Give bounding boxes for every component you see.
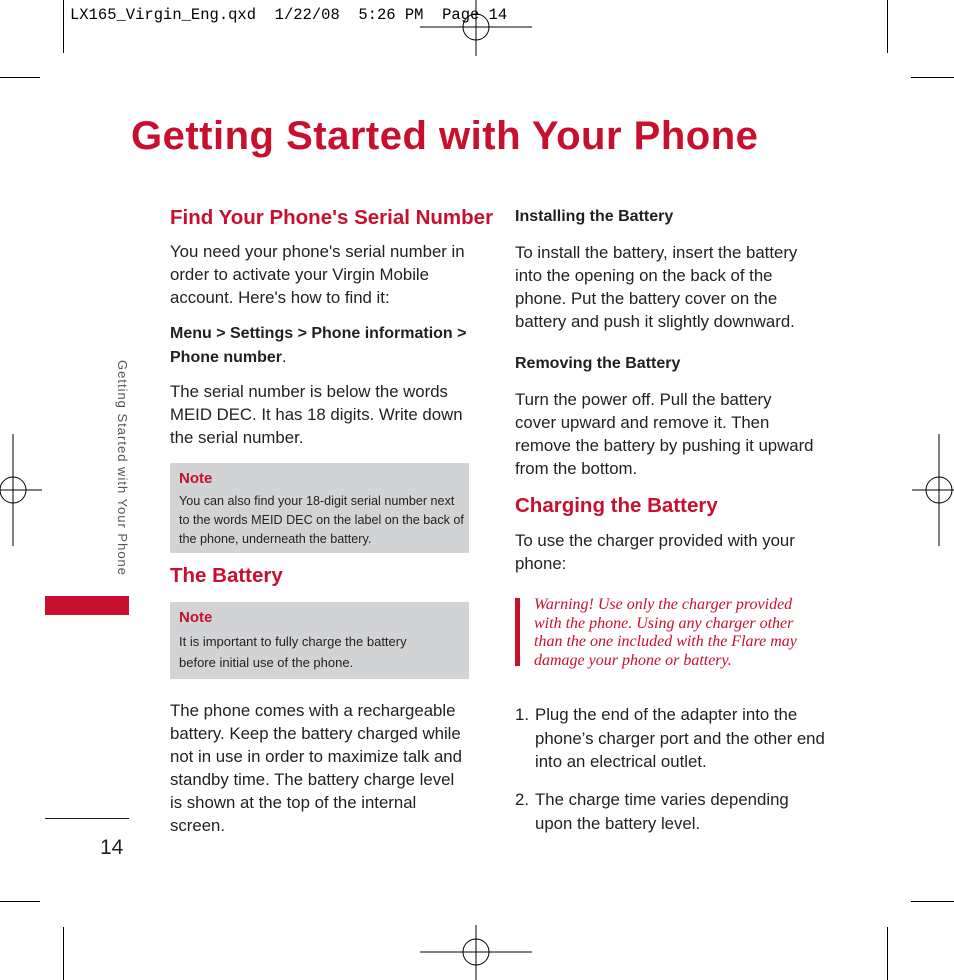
slug-date: 1/22/08 (274, 6, 340, 24)
serial-location-paragraph: The serial number is below the words MEID DEC. It has 18 digits. Write down the serial number. (170, 382, 463, 447)
step-2 (515, 788, 825, 835)
sidebar-tab-bar (45, 596, 129, 615)
serial-number-heading: Find Your Phone's Serial Number (170, 206, 494, 229)
sidebar-section-label: Getting Started with Your Phone (115, 360, 130, 577)
charging-intro-paragraph: To use the charger provided with your phone: (515, 531, 795, 573)
charging-battery-heading: Charging the Battery (515, 494, 718, 517)
step-2-text: The charge time varies depending upon the battery level. (535, 790, 789, 833)
battery-heading: The Battery (170, 564, 283, 587)
serial-intro-paragraph: You need your phone's serial number in order to activate your Virgin Mobile account. Here's how to find it: (170, 242, 465, 307)
removing-battery-heading: Removing the Battery (515, 355, 681, 372)
page-title: Getting Started with Your Phone (131, 114, 759, 158)
slug-file: LX165_Virgin_Eng.qxd (70, 6, 257, 24)
warning-text: Warning! Use only the charger provided with the phone. Using any charger other than the one included with the Flare may damage your phone or battery. (534, 596, 797, 669)
page-number-rule (45, 818, 129, 819)
note-label: Note (179, 470, 213, 487)
menu-path-period: . (282, 349, 287, 366)
installing-battery-paragraph: To install the battery, insert the battery into the opening on the back of the phone. Put the battery cover on the battery and push it slightly downward. (515, 243, 798, 331)
installing-battery-heading: Installing the Battery (515, 208, 674, 225)
registration-mark-bottom-icon (420, 925, 532, 980)
step-1 (515, 703, 825, 774)
removing-battery-paragraph: Turn the power off. Pull the battery cover upward and remove it. Then remove the battery by pushing it upward from the bottom. (515, 390, 814, 478)
registration-mark-left-icon (0, 434, 42, 546)
page-number: 14 (100, 836, 124, 859)
note-text: It is important to fully charge the battery before initial use of the phone. (179, 634, 407, 670)
step-1-number: 1. (515, 705, 529, 724)
battery-paragraph: The phone comes with a rechargeable battery. Keep the battery charged while not in use in order to maximize talk and standby time. The battery charge level is shown at the top of the internal screen. (170, 701, 462, 835)
step-1-text: Plug the end of the adapter into the phone’s charger port and the other end into an electrical outlet. (535, 705, 825, 771)
slug-page: Page 14 (442, 6, 508, 24)
registration-mark-right-icon (912, 434, 954, 546)
note-box-battery (170, 602, 469, 679)
warning-bar (515, 598, 520, 666)
menu-path-paragraph (170, 322, 470, 370)
registration-mark-top-icon (420, 0, 532, 56)
menu-path: Menu > Settings > Phone information > Phone number (170, 325, 467, 366)
note-box-serial (170, 463, 469, 553)
note-label: Note (179, 609, 213, 626)
slug-time: 5:26 PM (358, 6, 424, 24)
step-2-number: 2. (515, 790, 529, 809)
note-text: You can also find your 18-digit serial number next to the words MEID DEC on the label on the back of the phone, underneath the battery. (179, 494, 464, 546)
